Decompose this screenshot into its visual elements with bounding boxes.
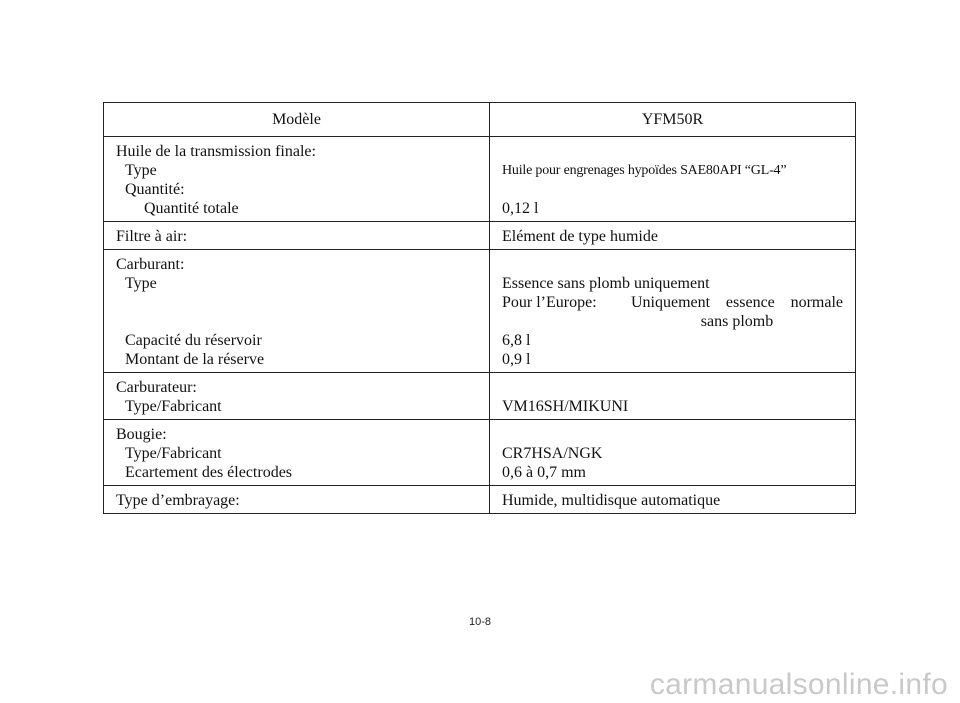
- spark-plug-heading: Bougie:: [116, 426, 167, 443]
- fuel-europe-value-cont: sans plomb: [700, 313, 774, 330]
- specifications-table: [103, 102, 856, 514]
- table-row-clutch: [104, 486, 856, 514]
- fuel-values: [490, 250, 856, 373]
- oil-values: [490, 137, 856, 222]
- table-row-carburetor: [104, 373, 856, 420]
- spark-plug-gap-value: 0,6 à 0,7 mm: [502, 464, 586, 481]
- oil-type-value: Huile pour engrenages hypoïdes SAE80API “GL-4”: [502, 163, 787, 178]
- fuel-capacity-value: 6,8 l: [502, 332, 531, 349]
- clutch-value: Humide, multidisque automatique: [490, 486, 856, 514]
- header-model: Modèle: [104, 103, 490, 137]
- fuel-capacity-label: Capacité du réservoir: [125, 332, 262, 349]
- oil-quantity-label: Quantité:: [125, 181, 185, 198]
- oil-total-quantity-label: Quantité totale: [144, 200, 239, 217]
- fuel-europe-line: [502, 293, 843, 312]
- oil-heading: Huile de la transmission finale:: [116, 143, 316, 160]
- air-filter-value: Elément de type humide: [490, 222, 856, 250]
- fuel-europe-value: Uniquement essence normale: [631, 294, 843, 311]
- fuel-heading: Carburant:: [116, 256, 185, 273]
- fuel-europe-label: Pour l’Europe:: [502, 294, 597, 311]
- table-row-transmission-oil: [104, 137, 856, 222]
- carburetor-labels: [104, 373, 490, 420]
- fuel-type-value: Essence sans plomb uniquement: [502, 275, 710, 292]
- oil-type-label: Type: [125, 162, 157, 179]
- watermark: carmanualsonline.info: [649, 668, 948, 701]
- oil-labels: [104, 137, 490, 222]
- oil-quantity-value: 0,12 l: [502, 200, 539, 217]
- air-filter-label: Filtre à air:: [104, 222, 490, 250]
- spark-plug-gap-label: Ecartement des électrodes: [125, 464, 293, 481]
- page-number: 10-8: [468, 616, 492, 628]
- table-row-fuel: [104, 250, 856, 373]
- table-row-spark-plug: [104, 420, 856, 486]
- header-model-value: YFM50R: [490, 103, 856, 137]
- fuel-type-label: Type: [125, 275, 157, 292]
- clutch-label: Type d’embrayage:: [104, 486, 490, 514]
- carburetor-values: [490, 373, 856, 420]
- fuel-reserve-value: 0,9 l: [502, 351, 531, 368]
- fuel-reserve-label: Montant de la réserve: [125, 351, 265, 368]
- spark-plug-values: [490, 420, 856, 486]
- table-header-row: [104, 103, 856, 137]
- carburetor-type-value: VM16SH/MIKUNI: [502, 398, 629, 415]
- fuel-labels: [104, 250, 490, 373]
- carburetor-type-label: Type/Fabricant: [125, 398, 222, 415]
- carburetor-heading: Carburateur:: [116, 379, 197, 396]
- spark-plug-type-value: CR7HSA/NGK: [502, 445, 603, 462]
- table-row-air-filter: [104, 222, 856, 250]
- spark-plug-labels: [104, 420, 490, 486]
- spark-plug-type-label: Type/Fabricant: [125, 445, 222, 462]
